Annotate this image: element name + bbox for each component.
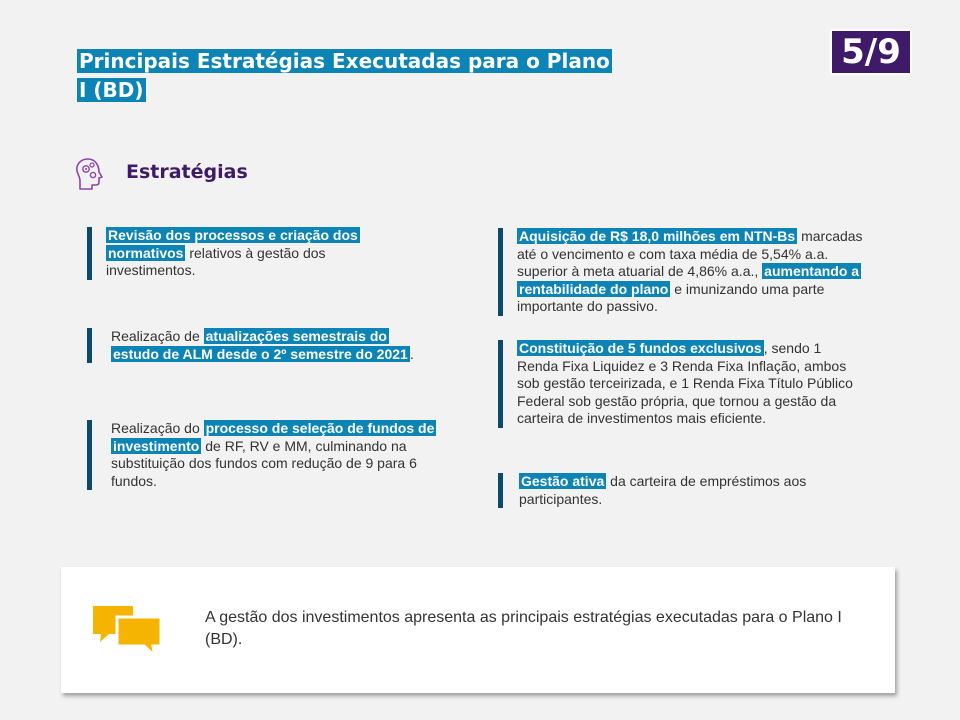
strategy-highlight: atualizações semestrais do estudo de ALM desde o 2º semestre do 2021 (113, 328, 408, 362)
strategy-highlight: Gestão ativa (521, 473, 605, 489)
page-title: Principais Estratégias Executadas para o Plano I (BD) (79, 49, 610, 102)
strategy-text: , sendo 1 Renda Fixa Liquidez e 3 Renda Fixa Inflação, ambos sob gestão terceirizada, e 1 Renda Fixa Título Público Federal sob gestão própria, que tornou a gestão da carteira de investimentos mais eficiente. (517, 340, 853, 426)
page-indicator: 5/9 (830, 29, 912, 75)
strategy-item-3 (87, 420, 451, 490)
strategy-highlight: Aquisição de R$ 18,0 milhões em NTN-Bs (519, 228, 796, 244)
summary-text: A gestão dos investimentos apresenta as principais estratégias executadas para o Plano I (BD). (205, 609, 842, 648)
head-gears-icon (74, 157, 106, 191)
chat-bubbles-icon (91, 604, 163, 658)
strategy-text: relativos à gestão dos investimentos. (106, 244, 326, 278)
section-title: Estratégias (126, 161, 248, 183)
strategy-item-6 (498, 473, 859, 508)
strategy-text: marcadas até o vencimento e com taxa média de 5,54% a.a. superior à meta atuarial de 4,86% a.a., (517, 228, 863, 279)
strategy-item-2 (87, 328, 431, 363)
strategy-item-1 (87, 227, 406, 280)
strategy-text: e imunizando uma parte importante do passivo. (517, 280, 825, 314)
strategy-text: Realização do (111, 420, 204, 436)
strategy-text: Realização de (111, 328, 204, 344)
strategy-item-5 (498, 340, 863, 428)
summary-box (61, 567, 895, 693)
strategy-text: . (409, 345, 414, 362)
strategy-text: da carteira de empréstimos aos participantes. (519, 473, 807, 507)
strategy-highlight: Constituição de 5 fundos exclusivos (519, 340, 762, 356)
strategy-highlight-2: aumentando a rentabilidade do plano (519, 263, 860, 297)
strategy-highlight: Revisão dos processos e criação dos normativos (108, 227, 358, 261)
strategy-highlight: processo de seleção de fundos de investimento (113, 420, 435, 454)
strategy-text: de RF, RV e MM, culminando na substituição dos fundos com redução de 9 para 6 fundos. (111, 437, 417, 489)
strategy-item-4 (498, 228, 867, 316)
